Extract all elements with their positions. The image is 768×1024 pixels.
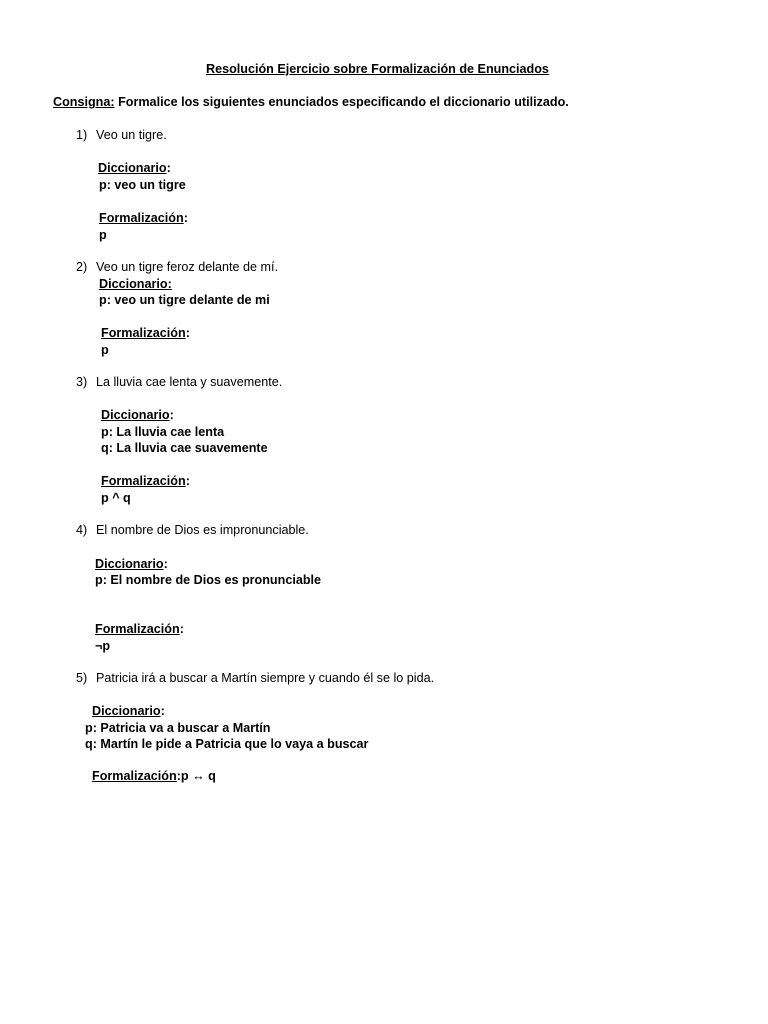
exercise-4-dictionary-entry: p: El nombre de Dios es pronunciable <box>95 573 322 587</box>
exercise-3-formalization: p ^ q <box>101 491 131 505</box>
exercise-2-formalization-heading: Formalización: <box>101 326 190 340</box>
dictionary-label: Diccionario <box>99 277 168 291</box>
exercise-3-dictionary-entry: q: La lluvia cae suavemente <box>101 441 268 455</box>
exercise-3-number: 3) <box>76 375 88 389</box>
exercise-5-number: 5) <box>76 671 88 685</box>
exercise-5-statement: Patricia irá a buscar a Martín siempre y cuando él se lo pida. <box>96 671 435 685</box>
exercise-2-dictionary-heading: Diccionario: <box>99 277 172 291</box>
consigna-text: Formalice los siguientes enunciados especificando el diccionario utilizado. <box>114 95 569 109</box>
dictionary-label: Diccionario <box>95 557 164 571</box>
exercise-1-dictionary-heading: Diccionario: <box>98 161 171 175</box>
consigna-label: Consigna: <box>53 95 115 109</box>
exercise-3-dictionary-entry: p: La lluvia cae lenta <box>101 425 225 439</box>
exercise-1-formalization: p <box>99 228 107 242</box>
dictionary-label: Diccionario <box>98 161 167 175</box>
formalization-label: Formalización <box>95 622 180 636</box>
exercise-2-dictionary-entry: p: veo un tigre delante de mi <box>99 293 270 307</box>
dictionary-label: Diccionario <box>101 408 170 422</box>
exercise-2-statement: Veo un tigre feroz delante de mí. <box>96 260 279 274</box>
dictionary-label: Diccionario <box>92 704 161 718</box>
exercise-3-dictionary-heading: Diccionario: <box>101 408 174 422</box>
formalization-label: Formalización <box>101 474 186 488</box>
formalization-label: Formalización <box>101 326 186 340</box>
exercise-1-statement: Veo un tigre. <box>96 128 167 142</box>
exercise-1-formalization-heading: Formalización: <box>99 211 188 225</box>
exercise-2-number: 2) <box>76 260 88 274</box>
formalization-label: Formalización <box>92 769 177 783</box>
exercise-2-formalization: p <box>101 343 109 357</box>
exercise-3-statement: La lluvia cae lenta y suavemente. <box>96 375 283 389</box>
consigna <box>53 94 569 110</box>
exercise-1-number: 1) <box>76 128 88 142</box>
formalization-label: Formalización <box>99 211 184 225</box>
exercise-5-dictionary-entry: q: Martín le pide a Patricia que lo vaya a buscar <box>85 737 369 751</box>
exercise-1-dictionary-entry: p: veo un tigre <box>99 178 186 192</box>
exercise-5-dictionary-heading: Diccionario: <box>92 704 165 718</box>
exercise-4-dictionary-heading: Diccionario: <box>95 557 168 571</box>
exercise-5-formalization-line: Formalización:p ↔ q <box>92 769 216 783</box>
exercise-5-formalization: p ↔ q <box>180 769 216 783</box>
exercise-4-formalization: ¬p <box>95 639 111 653</box>
exercise-4-statement: El nombre de Dios es impronunciable. <box>96 523 309 537</box>
exercise-4-formalization-heading: Formalización: <box>95 622 184 636</box>
page-title: Resolución Ejercicio sobre Formalización de Enunciados <box>206 62 549 76</box>
exercise-4-number: 4) <box>76 523 88 537</box>
exercise-5-dictionary-entry: p: Patricia va a buscar a Martín <box>85 721 271 735</box>
exercise-3-formalization-heading: Formalización: <box>101 474 190 488</box>
